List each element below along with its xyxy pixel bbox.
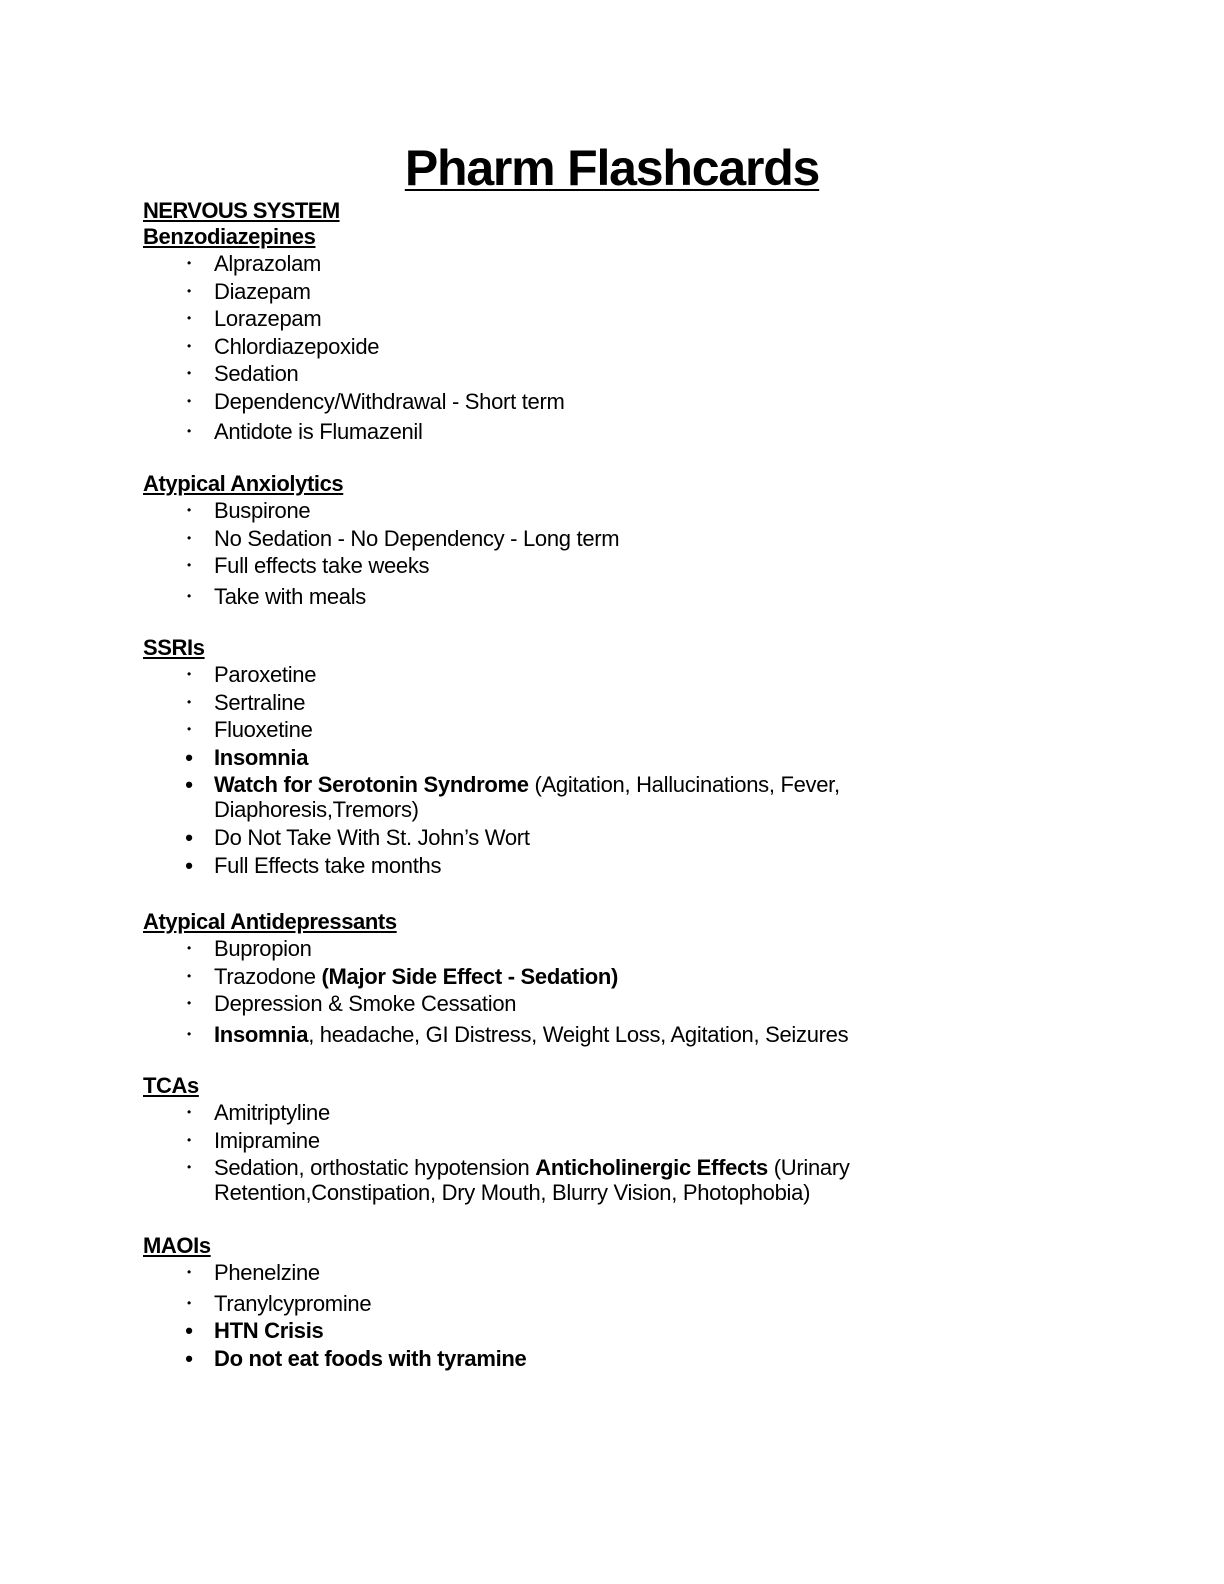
- item-text: Bupropion: [214, 936, 312, 961]
- list-item: [143, 525, 1143, 553]
- bullet-icon: •: [187, 1265, 191, 1279]
- section-heading: Atypical Anxiolytics: [143, 471, 344, 496]
- list-item: [143, 1154, 914, 1207]
- item-text: Fluoxetine: [214, 717, 313, 742]
- bold-text: (Major Side Effect - Sedation): [321, 963, 619, 989]
- section-heading: TCAs: [143, 1073, 199, 1098]
- list-item: [143, 305, 1143, 333]
- item-text: Dependency/Withdrawal - Short term: [214, 388, 565, 414]
- page-title: Pharm Flashcards: [404, 140, 820, 196]
- section-heading: Benzodiazepines: [143, 224, 316, 249]
- item-text: Lorazepam: [214, 306, 322, 331]
- bullet-icon: •: [187, 338, 191, 353]
- item-text: Alprazolam: [214, 251, 322, 276]
- item-text: Sedation, orthostatic hypotension: [214, 1155, 536, 1180]
- list-item: [143, 388, 1143, 416]
- bullet-icon: •: [187, 393, 191, 408]
- list-item: [143, 278, 1143, 306]
- bullet-icon: •: [187, 694, 191, 709]
- list-item: [143, 689, 1143, 717]
- bullet-icon: •: [187, 968, 191, 983]
- list-item: [143, 1127, 1143, 1155]
- list-item: [143, 1345, 1143, 1373]
- item-text: Paroxetine: [214, 662, 317, 687]
- bullet-icon: •: [187, 530, 191, 545]
- bullet-icon: •: [187, 1026, 191, 1041]
- list-item: [143, 661, 1143, 689]
- list-item: [143, 360, 1143, 388]
- section-heading: Atypical Antidepressants: [143, 909, 397, 934]
- list-item: [143, 497, 1143, 525]
- list-item: [143, 771, 914, 824]
- section-heading: SSRIs: [143, 635, 205, 660]
- bullet-icon: •: [185, 852, 193, 878]
- list-item: [143, 1290, 1143, 1318]
- section-maois: [143, 1233, 1143, 1372]
- item-text: Imipramine: [214, 1127, 320, 1153]
- list-item: [143, 990, 1143, 1018]
- bullet-icon: •: [187, 667, 191, 681]
- list-item: [143, 418, 1143, 446]
- item-text: Tranylcypromine: [214, 1290, 372, 1316]
- bullet-icon: •: [187, 588, 191, 603]
- bullet-icon: •: [185, 825, 193, 850]
- bullet-icon: •: [187, 1160, 191, 1174]
- item-text: Full Effects take months: [214, 852, 442, 878]
- section-atypical-antidepressants: [143, 909, 1143, 1048]
- list-item: [143, 552, 1143, 580]
- section-heading: MAOIs: [143, 1233, 211, 1258]
- bullet-icon: •: [185, 1345, 193, 1371]
- list-item: [143, 1021, 1143, 1049]
- bullet-icon: •: [187, 722, 191, 736]
- list-item: [143, 333, 1143, 361]
- item-text: Phenelzine: [214, 1260, 320, 1285]
- item-list: [143, 661, 1143, 879]
- bullet-icon: •: [187, 941, 191, 955]
- list-item: [143, 852, 1143, 880]
- section-atypical-anxiolytics: [143, 471, 1143, 610]
- item-text: Take with meals: [214, 583, 367, 609]
- bullet-icon: •: [187, 366, 191, 380]
- bullet-icon: •: [187, 424, 191, 438]
- item-text: Do Not Take With St. John’s Wort: [214, 825, 530, 850]
- item-text: Depression & Smoke Cessation: [214, 991, 517, 1016]
- bullet-icon: •: [185, 772, 193, 797]
- item-text: (Urinary Retention,Constipation, Dry Mouth, Blurry Vision, Photophobia): [214, 1155, 850, 1205]
- list-item: [143, 1317, 1143, 1345]
- item-list: [143, 1259, 1143, 1372]
- list-item: [143, 935, 1143, 963]
- bold-text: Do not eat foods with tyramine: [214, 1345, 527, 1371]
- bullet-icon: •: [187, 311, 191, 325]
- bullet-icon: •: [187, 283, 191, 298]
- list-item: [143, 824, 1143, 852]
- bold-text: Anticholinergic Effects: [535, 1155, 768, 1180]
- list-item: [143, 1099, 1143, 1127]
- item-text: Full effects take weeks: [214, 553, 430, 578]
- section-ssris: [143, 635, 1143, 879]
- bold-text: HTN Crisis: [214, 1318, 324, 1343]
- bullet-icon: •: [187, 1295, 191, 1310]
- item-text: Chlordiazepoxide: [214, 333, 380, 359]
- item-text: No Sedation - No Dependency - Long term: [214, 525, 620, 551]
- bullet-icon: •: [187, 256, 191, 270]
- list-item: [143, 1259, 1143, 1287]
- bold-text: Insomnia: [214, 744, 309, 770]
- item-list: [143, 935, 1143, 1048]
- item-text: Sedation: [214, 361, 299, 386]
- item-text: Trazodone: [214, 963, 322, 989]
- item-text: Sertraline: [214, 689, 306, 715]
- item-text: Amitriptyline: [214, 1100, 330, 1125]
- item-list: [143, 497, 1143, 610]
- bullet-icon: •: [185, 744, 193, 770]
- bullet-icon: •: [187, 503, 191, 517]
- item-text: Diazepam: [214, 278, 311, 304]
- system-heading: NERVOUS SYSTEM: [143, 198, 340, 223]
- bold-text: Insomnia: [214, 1021, 309, 1047]
- item-text: , headache, GI Distress, Weight Loss, Agitation, Seizures: [308, 1021, 849, 1047]
- bullet-icon: •: [187, 996, 191, 1010]
- item-text: (Agitation, Hallucinations, Fever, Diaphoresis,Tremors): [214, 772, 840, 822]
- list-item: [143, 963, 1143, 991]
- item-list: [143, 1099, 1143, 1207]
- bullet-icon: •: [187, 1132, 191, 1147]
- section-tcas: [143, 1073, 1143, 1207]
- bullet-icon: •: [187, 558, 191, 572]
- list-item: [143, 583, 1143, 611]
- section-benzodiazepines: [143, 224, 1143, 446]
- bullet-icon: •: [185, 1318, 193, 1343]
- list-item: [143, 716, 1143, 744]
- bullet-icon: •: [187, 1105, 191, 1119]
- list-item: [143, 250, 1143, 278]
- list-item: [143, 744, 1143, 772]
- item-list: [143, 250, 1143, 446]
- bold-text: Watch for Serotonin Syndrome: [214, 772, 529, 797]
- item-text: Buspirone: [214, 498, 311, 523]
- item-text: Antidote is Flumazenil: [214, 419, 423, 444]
